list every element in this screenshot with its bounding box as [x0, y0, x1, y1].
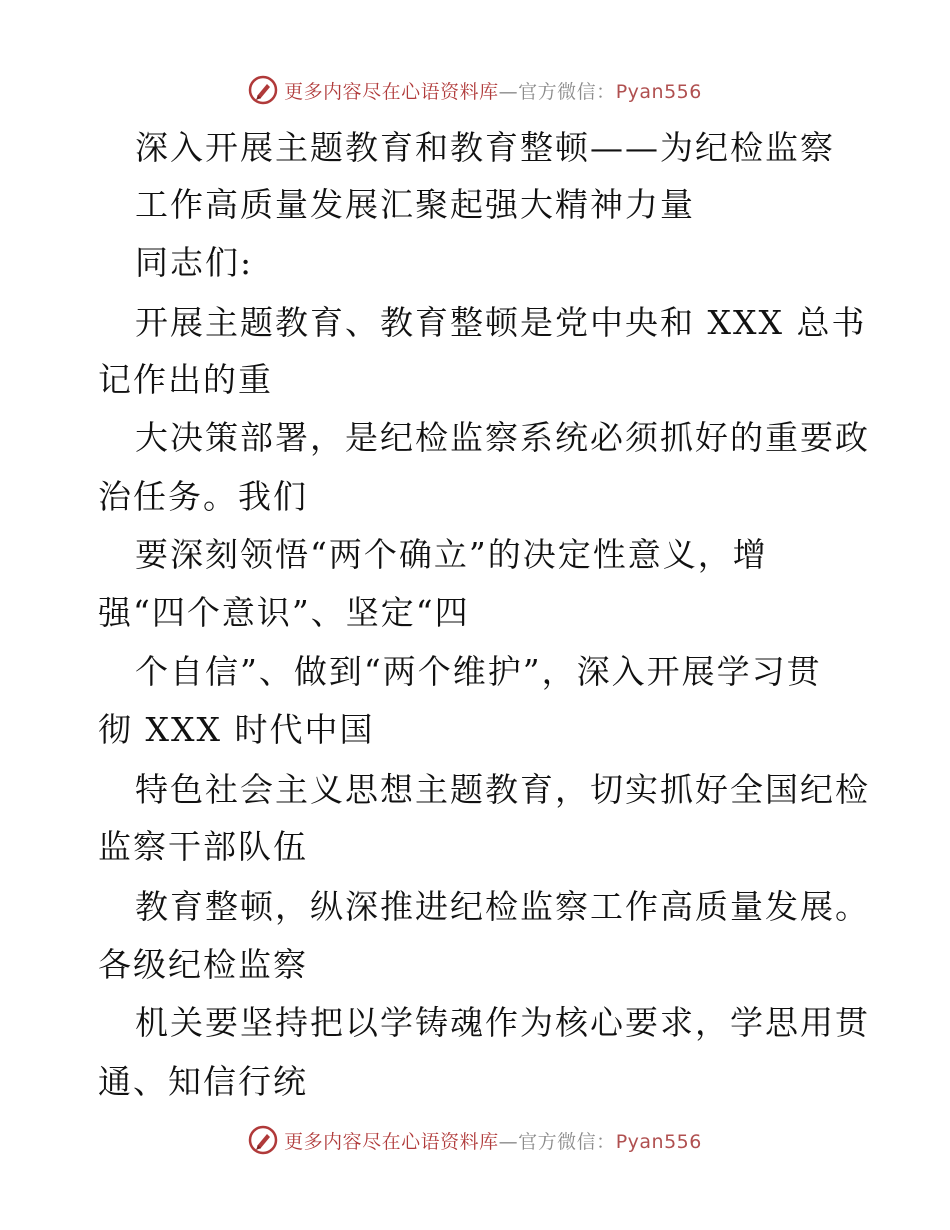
salutation: 同志们: [135, 243, 254, 282]
paragraph-line: 强“四个意识”、坚定“四 [98, 593, 470, 632]
paragraph-line: 记作出的重 [98, 360, 273, 399]
paragraph-line: 机关要坚持把以学铸魂作为核心要求，学思用贯 [135, 1003, 870, 1042]
pen-logo-icon [248, 1125, 278, 1155]
paragraph-line: 大决策部署，是纪检监察系统必须抓好的重要政 [135, 418, 870, 457]
header-watermark-banner [0, 70, 950, 110]
paragraph-line: 彻 XXX 时代中国 [98, 710, 375, 749]
paragraph-line: 通、知信行统 [98, 1062, 308, 1101]
paragraph-line: 个自信”、做到“两个维护”，深入开展学习贯 [135, 652, 822, 691]
paragraph-line: 开展主题教育、教育整顿是党中央和 XXX 总书 [135, 303, 867, 342]
paragraph-line: 教育整顿，纵深推进纪检监察工作高质量发展。 [135, 887, 870, 926]
title-line-2: 工作高质量发展汇聚起强大精神力量 [135, 185, 695, 224]
title-line-1: 深入开展主题教育和教育整顿——为纪检监察 [135, 128, 835, 167]
footer-watermark-banner [0, 1120, 950, 1160]
pen-logo-icon [248, 75, 278, 105]
banner-text: 更多内容尽在心语资料库—官方微信：Pyan556 [284, 1130, 702, 1153]
paragraph-line: 特色社会主义思想主题教育，切实抓好全国纪检 [135, 770, 870, 809]
paragraph-line: 治任务。我们 [98, 477, 308, 516]
banner-text: 更多内容尽在心语资料库—官方微信：Pyan556 [284, 80, 702, 103]
paragraph-line: 监察干部队伍 [98, 827, 308, 866]
paragraph-line: 要深刻领悟“两个确立”的决定性意义，增 [135, 535, 768, 574]
paragraph-line: 各级纪检监察 [98, 945, 308, 984]
